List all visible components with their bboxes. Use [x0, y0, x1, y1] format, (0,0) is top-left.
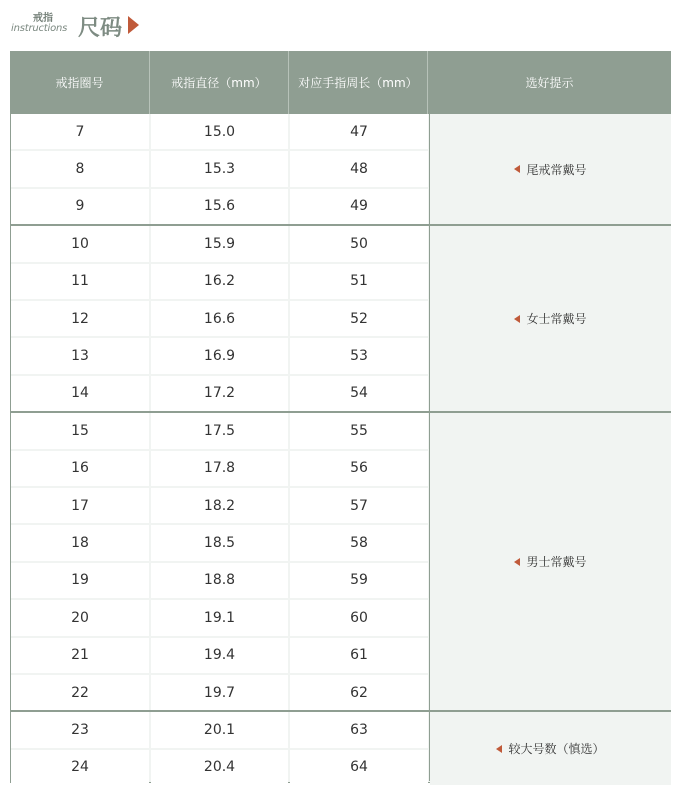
cell-circumference: 58 — [290, 525, 428, 560]
cell-diameter: 18.8 — [151, 563, 288, 598]
column-header-diameter: 戒指直径（mm） — [150, 51, 289, 114]
column-header-circumference: 对应手指周长（mm） — [289, 51, 428, 114]
cell-ring-size: 13 — [11, 338, 149, 373]
table-row — [11, 226, 429, 261]
table-body — [10, 114, 671, 783]
cell-circumference: 60 — [290, 600, 428, 635]
table-row — [11, 114, 429, 149]
cell-ring-size: 24 — [11, 750, 149, 785]
column-header-tip: 选好提示 — [525, 76, 574, 90]
table-row — [11, 451, 429, 486]
cell-circumference: 61 — [290, 638, 428, 673]
table-header — [10, 51, 671, 114]
tip-label: 较大号数（慎选） — [508, 742, 605, 757]
cell-ring-size: 20 — [11, 600, 149, 635]
cell-diameter: 15.6 — [151, 189, 288, 224]
tip-cell — [430, 413, 671, 710]
cell-ring-size: 17 — [11, 488, 149, 523]
cell-ring-size: 21 — [11, 638, 149, 673]
table-row — [11, 563, 429, 598]
triangle-left-icon — [514, 558, 520, 566]
cell-circumference: 51 — [290, 264, 428, 299]
table-row — [11, 750, 429, 785]
cell-diameter: 15.0 — [151, 114, 288, 149]
cell-diameter: 19.7 — [151, 675, 288, 710]
cell-ring-size: 23 — [11, 712, 149, 747]
cell-diameter: 16.2 — [151, 264, 288, 299]
table-row — [11, 413, 429, 448]
cell-ring-size: 14 — [11, 376, 149, 411]
table-row — [11, 301, 429, 336]
header-title: 尺码 — [78, 16, 123, 41]
cell-circumference: 49 — [290, 189, 428, 224]
cell-circumference: 57 — [290, 488, 428, 523]
cell-circumference: 62 — [290, 675, 428, 710]
table-row — [11, 488, 429, 523]
table-row — [11, 338, 429, 373]
cell-diameter: 20.1 — [151, 712, 288, 747]
cell-diameter: 18.2 — [151, 488, 288, 523]
cell-diameter: 20.4 — [151, 750, 288, 785]
cell-ring-size: 19 — [11, 563, 149, 598]
cell-ring-size: 18 — [11, 525, 149, 560]
cell-diameter: 16.6 — [151, 301, 288, 336]
tip-cell — [430, 226, 671, 411]
cell-circumference: 64 — [290, 750, 428, 785]
cell-circumference: 52 — [290, 301, 428, 336]
triangle-left-icon — [496, 745, 502, 753]
cell-circumference: 55 — [290, 413, 428, 448]
triangle-left-icon — [514, 315, 520, 323]
tip-cell — [430, 114, 671, 224]
cell-circumference: 63 — [290, 712, 428, 747]
cell-ring-size: 7 — [11, 114, 149, 149]
column-divider — [429, 114, 430, 781]
table-row — [11, 638, 429, 673]
table-row — [11, 712, 429, 747]
column-header-ring-size: 戒指圈号 — [10, 51, 150, 114]
triangle-right-icon — [128, 16, 139, 34]
table-row — [11, 189, 429, 224]
cell-diameter: 16.9 — [151, 338, 288, 373]
cell-circumference: 53 — [290, 338, 428, 373]
cell-diameter: 19.4 — [151, 638, 288, 673]
cell-diameter: 15.9 — [151, 226, 288, 261]
cell-diameter: 17.5 — [151, 413, 288, 448]
cell-diameter: 15.3 — [151, 151, 288, 186]
cell-ring-size: 10 — [11, 226, 149, 261]
table-row — [11, 525, 429, 560]
cell-diameter: 19.1 — [151, 600, 288, 635]
cell-circumference: 56 — [290, 451, 428, 486]
cell-circumference: 54 — [290, 376, 428, 411]
tip-label: 男士常戴号 — [526, 555, 587, 570]
table-row — [11, 600, 429, 635]
tip-label: 女士常戴号 — [526, 312, 587, 327]
cell-ring-size: 8 — [11, 151, 149, 186]
cell-ring-size: 12 — [11, 301, 149, 336]
table-row — [11, 264, 429, 299]
table-row — [11, 675, 429, 710]
triangle-left-icon — [514, 165, 520, 173]
cell-circumference: 50 — [290, 226, 428, 261]
size-table — [10, 51, 671, 783]
table-row — [11, 151, 429, 186]
header-small-cn: 戒指 — [33, 13, 53, 24]
cell-circumference: 47 — [290, 114, 428, 149]
header-small-en: instructions — [11, 23, 68, 34]
cell-diameter: 18.5 — [151, 525, 288, 560]
cell-circumference: 59 — [290, 563, 428, 598]
tip-label: 尾戒常戴号 — [526, 162, 587, 177]
cell-circumference: 48 — [290, 151, 428, 186]
table-row — [11, 376, 429, 411]
cell-ring-size: 16 — [11, 451, 149, 486]
cell-ring-size: 9 — [11, 189, 149, 224]
cell-diameter: 17.2 — [151, 376, 288, 411]
cell-diameter: 17.8 — [151, 451, 288, 486]
tip-cell — [430, 712, 671, 785]
cell-ring-size: 15 — [11, 413, 149, 448]
cell-ring-size: 22 — [11, 675, 149, 710]
cell-ring-size: 11 — [11, 264, 149, 299]
